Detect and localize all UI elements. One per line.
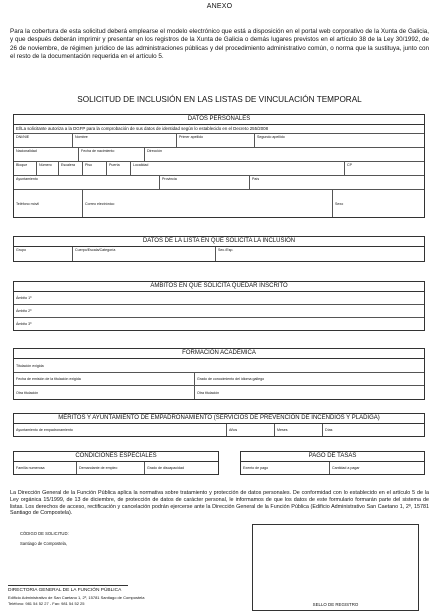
numero-label: Número: [39, 163, 52, 167]
condiciones-title: CONDICIONES ESPECIALES: [14, 452, 218, 462]
anos-field[interactable]: [226, 424, 274, 436]
dias-label: Días: [325, 428, 333, 432]
primer-apellido-label: Primer apellido: [179, 135, 203, 139]
birth-row: [14, 148, 424, 162]
anexo-heading: ANEXO: [206, 3, 233, 10]
primer-apellido-field[interactable]: [176, 134, 254, 147]
list-data-section: [13, 236, 425, 262]
tasas-section: [240, 451, 425, 475]
provincia-field[interactable]: [159, 176, 249, 189]
ambito-1-field[interactable]: [14, 292, 424, 305]
condiciones-section: [13, 451, 219, 475]
fecha-titulacion-field[interactable]: [14, 373, 194, 385]
cantidad-pagar-field[interactable]: [329, 462, 424, 474]
segundo-apellido-field[interactable]: [254, 134, 424, 147]
ayuntamiento-empadronamiento-label: Ayuntamiento de empadronamiento: [16, 428, 73, 432]
nacionalidad-label: Nacionalidad: [16, 149, 37, 153]
provincia-label: Provincia: [162, 177, 177, 181]
sexo-field[interactable]: [332, 190, 424, 217]
meritos-section: [13, 413, 425, 437]
meses-field[interactable]: [274, 424, 322, 436]
correo-label: Correo electrónico: [85, 201, 115, 206]
grado-gallego-label: Grado de conocimiento del idioma gallego: [197, 377, 265, 381]
data-protection-notice: La Dirección General de la Función Pública aplica la normativa sobre tratamiento y protección de datos personales. De conformidad con lo establecido en el artículo 5 de la Ley orgánica 15/1999, de 13 de diciembre, de protección de datos de carácter personal, le informamos de que los datos de este formulario formarán parte del sistema de listas. Los derechos de acceso, rectificación y cancelación podrán ejercerse ante la Dirección General de la Función Pública (Edificio Administrativo San Caetano 1, 2º, 15781 Santiago de Compostela).: [10, 490, 429, 517]
localidad-field[interactable]: [130, 162, 344, 175]
puerta-label: Puerta: [109, 163, 120, 167]
fecha-titulacion-label: Fecha de emisión de la titulación exigida: [16, 377, 81, 381]
numero-field[interactable]: [36, 162, 58, 175]
otra-titulacion-1-label: Otra titulación: [16, 390, 39, 395]
grupo-label: Grupo: [16, 248, 26, 252]
otras-titulaciones-row: [14, 386, 424, 399]
otra-titulacion-1-field[interactable]: [14, 386, 194, 399]
fecha-nacimiento-label: Fecha de nacimiento: [81, 149, 115, 153]
otra-titulacion-2-label: Otra titulación: [197, 390, 220, 395]
footer-phones: Teléfono: 981 54 52 27 - Fax: 981 54 52 25: [8, 601, 85, 606]
formacion-dates-row: [14, 373, 424, 386]
bloque-field[interactable]: [14, 162, 36, 175]
address-row: [14, 162, 424, 176]
nacionalidad-field[interactable]: [14, 148, 78, 161]
telefono-label: Teléfono móvil: [16, 201, 39, 206]
bloque-label: Bloque: [16, 163, 28, 167]
grado-discapacidad-field[interactable]: [144, 462, 218, 474]
list-data-row: [14, 247, 424, 261]
footer-org: DIRECTORIA GENERAL DE LA FUNCIÓN PÚBLICA: [8, 588, 122, 593]
pais-field[interactable]: [249, 176, 424, 189]
otra-titulacion-2-field[interactable]: [194, 386, 424, 399]
dni-label: DNI/NIE: [16, 135, 30, 139]
cp-field[interactable]: [344, 162, 424, 175]
cuerpo-field[interactable]: [72, 247, 215, 261]
demandante-empleo-field[interactable]: [76, 462, 144, 474]
dias-field[interactable]: [322, 424, 424, 436]
meritos-title: MÉRITOS Y AYUNTAMIENTO DE EMPADRONAMIENTO (SERVICIOS DE PREVENCIÓN DE INCENDIOS Y PLADIGA): [14, 414, 424, 424]
puerta-field[interactable]: [106, 162, 130, 175]
ambito-1-label: Ámbito 1º: [16, 296, 32, 300]
formacion-section: [13, 348, 425, 400]
footer-rule: [8, 585, 128, 586]
ambitos-title: ÁMBITOS EN QUE SOLICITA QUEDAR INSCRITO: [14, 282, 424, 292]
form-title: SOLICITUD DE INCLUSIÓN EN LAS LISTAS DE VINCULACIÓN TEMPORAL: [77, 95, 362, 104]
nombre-label: Nombre: [75, 135, 88, 139]
telefono-field[interactable]: [14, 190, 82, 217]
cantidad-pagar-label: Cantidad a pagar: [332, 466, 360, 470]
sello-registro-box: [252, 524, 419, 611]
meritos-row: [14, 424, 424, 436]
titulacion-exigida-field[interactable]: [14, 359, 424, 373]
condiciones-row: [14, 462, 218, 474]
name-row: [14, 134, 424, 148]
contact-row: [14, 190, 424, 217]
exento-pago-field[interactable]: [241, 462, 329, 474]
authorization-row[interactable]: [14, 125, 424, 134]
ambito-2-label: Ámbito 2º: [16, 309, 32, 313]
escalera-field[interactable]: [58, 162, 82, 175]
ayuntamiento-empadronamiento-field[interactable]: [14, 424, 226, 436]
list-data-title: DATOS DE LA LISTA EN QUE SOLICITA LA INCLUSIÓN: [14, 237, 424, 247]
direccion-field[interactable]: [144, 148, 424, 161]
codigo-solicitud-label: CÓDIGO DE SOLICITUD:: [20, 531, 69, 536]
tasas-title: PAGO DE TASAS: [241, 452, 424, 462]
anos-label: Años: [229, 428, 238, 432]
titulacion-exigida-label: Titulación exigida: [16, 363, 44, 368]
sec-esp-field[interactable]: [215, 247, 424, 261]
authorization-text: El/La solicitante autoriza a la DGFP para la comprobación de sus datos de identidad según lo establecido en el Decreto 255/2008: [16, 126, 269, 131]
tasas-row: [241, 462, 424, 474]
ambito-2-field[interactable]: [14, 305, 424, 318]
dni-field[interactable]: [14, 134, 72, 147]
correo-field[interactable]: [82, 190, 332, 217]
cp-label: CP: [347, 163, 352, 167]
sexo-label: Sexo: [335, 201, 344, 206]
ayuntamiento-label: Ayuntamiento: [16, 177, 38, 181]
ayuntamiento-field[interactable]: [14, 176, 159, 189]
segundo-apellido-label: Segundo apellido: [257, 135, 285, 139]
lugar-fecha-label: Santiago de Compostela,: [20, 541, 68, 546]
ambito-3-field[interactable]: [14, 318, 424, 330]
pais-label: País: [252, 177, 260, 181]
piso-label: Piso: [85, 163, 92, 167]
nombre-field[interactable]: [72, 134, 176, 147]
meses-label: Meses: [277, 428, 288, 432]
footer-address: Edificio Administrativo de San Caetano 1, 2º, 15781 Santiago de Compostela: [8, 595, 145, 600]
direccion-label: Dirección: [147, 149, 162, 153]
ambitos-section: [13, 281, 425, 331]
fecha-nacimiento-field[interactable]: [78, 148, 144, 161]
sello-registro-label: SELLO DE REGISTRO: [312, 602, 359, 607]
grado-gallego-field[interactable]: [194, 373, 424, 385]
location-row: [14, 176, 424, 190]
localidad-label: Localidad: [133, 163, 149, 167]
piso-field[interactable]: [82, 162, 106, 175]
grado-discapacidad-label: Grado de discapacidad: [147, 466, 184, 470]
familia-numerosa-label: Familia numerosa: [16, 466, 45, 470]
cuerpo-label: Cuerpo/Escala/Categoría: [75, 248, 116, 252]
exento-pago-label: Exento de pago: [243, 466, 269, 470]
escalera-label: Escalera: [61, 163, 75, 167]
ambito-3-label: Ámbito 3º: [16, 322, 32, 326]
intro-paragraph: Para la cobertura de esta solicitud deberá emplearse el modelo electrónico que está a disposición en el portal web corporativo de la Xunta de Galicia, y que después deberán imprimir y presentar en los registros de la Xunta de Galicia o demás lugares previstos en el artículo 38 de la Ley 30/1992, de 26 de noviembre, de régimen jurídico de las administraciones públicas y del procedimiento administrativo común, o norma que la sustituya, junto con el resto de la documentación requerida en el artículo 5.: [10, 28, 429, 61]
grupo-field[interactable]: [14, 247, 72, 261]
personal-data-title: DATOS PERSONALES: [14, 115, 424, 125]
familia-numerosa-field[interactable]: [14, 462, 76, 474]
demandante-empleo-label: Demandante de empleo: [79, 466, 118, 470]
sec-esp-label: Sec./Esp.: [218, 248, 234, 252]
formacion-title: FORMACIÓN ACADÉMICA: [14, 349, 424, 359]
personal-data-section: [13, 114, 425, 218]
